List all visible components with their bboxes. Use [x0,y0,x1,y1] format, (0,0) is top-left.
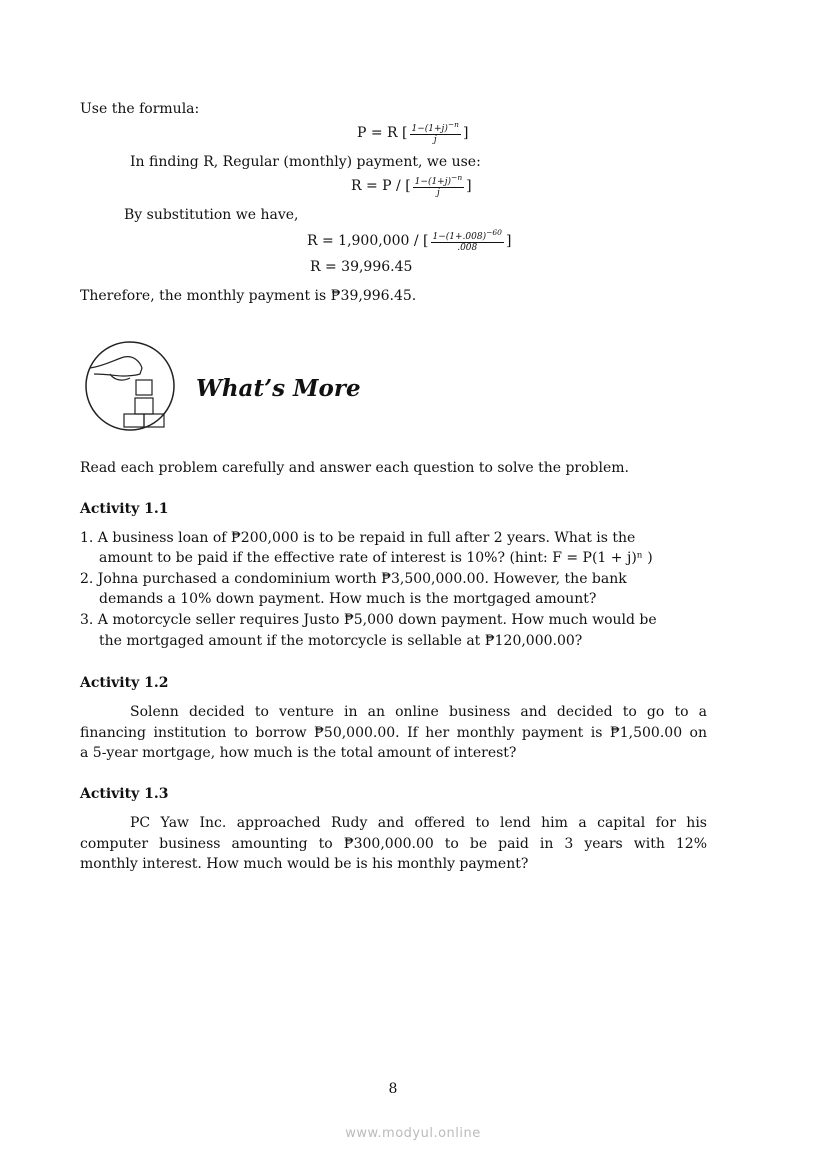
result-text: R = 39,996.45 [310,259,413,275]
formula-substituted [307,228,511,253]
exponent: −60 [486,228,502,237]
formula-lhs: P = R [ [357,124,408,141]
list-item-continued: the mortgaged amount if the motorcycle is sellable at ₱120,000.00? [99,633,583,649]
therefore-text: Therefore, the monthly payment is ₱39,996.45. [80,288,417,304]
list-item: 3. A motorcycle seller requires Justo ₱5,000 down payment. How much would be [80,612,657,628]
numerator: 1−(1+j) [411,124,448,134]
paragraph-line: a 5-year mortgage, how much is the total amount of interest? [80,745,517,761]
list-item: 2. Johna purchased a condominium worth ₱3,500,000.00. However, the bank [80,571,627,587]
numerator: 1−(1+.008) [432,232,487,242]
activity-title: Activity 1.2 [80,675,169,691]
by-substitution-text: By substitution we have, [124,207,299,223]
paragraph-line: monthly interest. How much would be is his monthly payment? [80,856,529,872]
formula-r [351,173,472,198]
list-item-continued: demands a 10% down payment. How much is the mortgaged amount? [99,591,597,607]
finding-r-text: In finding R, Regular (monthly) payment, we use: [130,154,481,170]
formula-lhs: R = P / [ [351,177,411,194]
paragraph-line: PC Yaw Inc. approached Rudy and offered to lend him a capital for his [130,815,707,831]
activity-title: Activity 1.3 [80,786,169,802]
hand-stacking-blocks-icon [84,340,176,432]
denominator: j [437,188,440,198]
instruction-text: Read each problem carefully and answer each question to solve the problem. [80,460,630,476]
numerator: 1−(1+j) [414,177,452,187]
denominator: .008 [457,243,478,253]
formula-bracket: ] [463,124,469,141]
formula-fraction [410,120,461,145]
formula-fraction [431,228,504,253]
paragraph-line: computer business amounting to ₱300,000.00 to be paid in 3 years with 12% [80,836,707,852]
watermark: www.modyul.online [345,1126,481,1141]
paragraph-line: financing institution to borrow ₱50,000.00. If her monthly payment is ₱1,500.00 on [80,725,707,741]
formula-bracket: ] [505,232,512,249]
formula-p [357,120,468,145]
formula-fraction [413,173,464,198]
exponent: −n [451,173,463,182]
formula-lhs: R = 1,900,000 / [ [307,232,429,249]
use-formula-text: Use the formula: [80,101,200,117]
exponent: −n [447,120,459,129]
list-item: 1. A business loan of ₱200,000 is to be repaid in full after 2 years. What is the [80,530,636,546]
denominator: j [433,135,437,145]
paragraph-line: Solenn decided to venture in an online business and decided to go to a [130,704,707,720]
section-title: What’s More [196,375,361,402]
list-item-continued: amount to be paid if the effective rate of interest is 10%? (hint: F = P(1 + j)ⁿ ) [99,550,653,566]
activity-title: Activity 1.1 [80,501,169,517]
formula-bracket: ] [466,177,472,194]
page-number: 8 [388,1081,398,1097]
